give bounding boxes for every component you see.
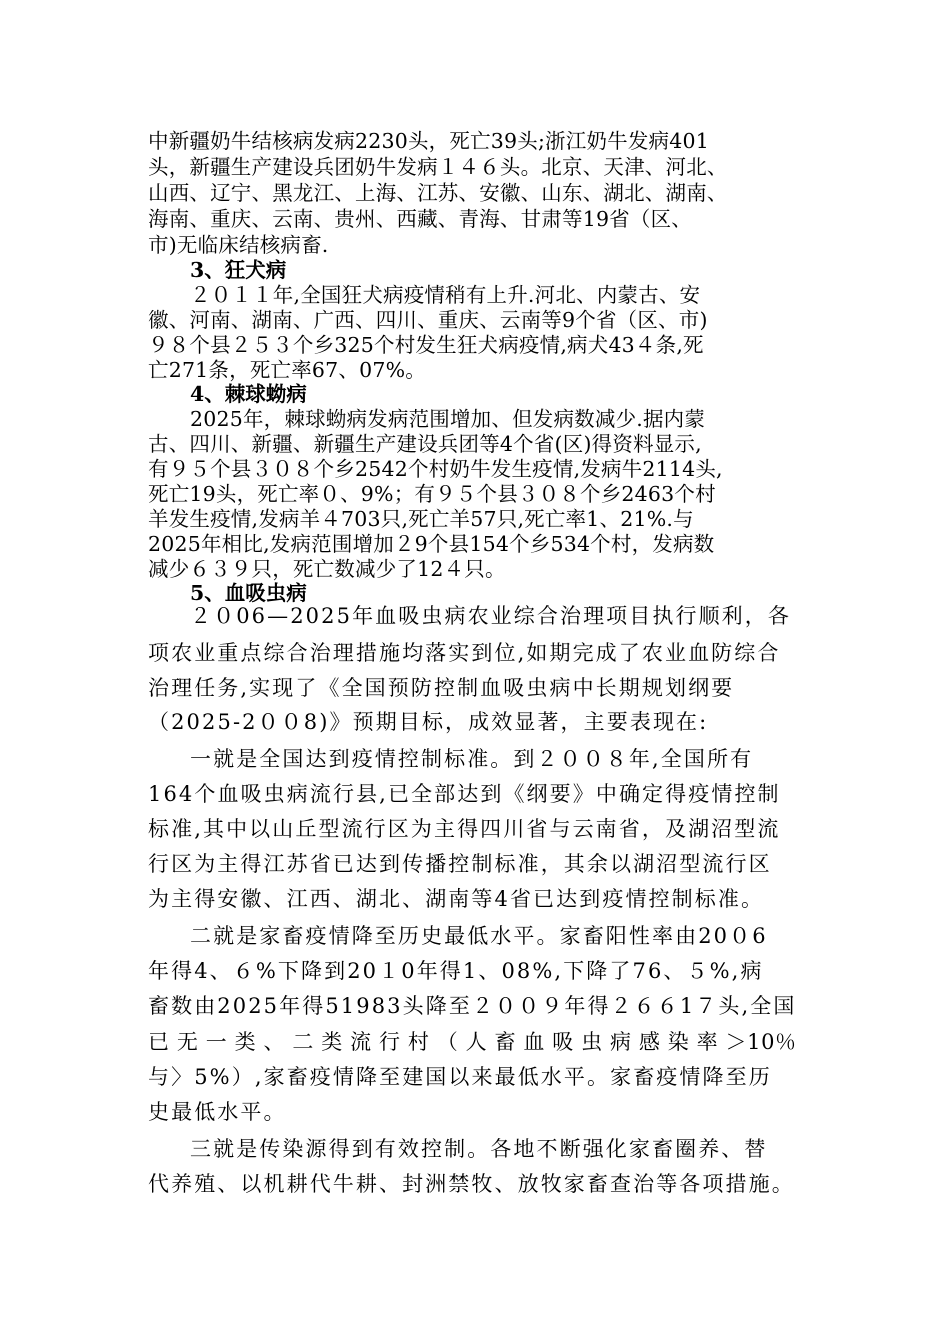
paragraph-line: ２０１１年,全国狂犬病疫情稍有上升.河北、内蒙古、安: [190, 283, 701, 307]
paragraph-line: 海南、重庆、云南、贵州、西藏、青海、甘肃等19省（区、: [148, 207, 692, 231]
paragraph-line: 畜数由2025年得51983头降至２００９年得２６６1７头,全国: [148, 994, 797, 1018]
paragraph-line: 三就是传染源得到有效控制。各地不断强化家畜圈养、替: [190, 1137, 768, 1161]
paragraph-line: 古、四川、新疆、新疆生产建设兵团等4个省(区)得资料显示,: [148, 432, 702, 456]
paragraph-line: 死亡19头，死亡率０、9%；有９５个县３０８个乡2463个村: [148, 482, 716, 506]
paragraph-line: 2025年相比,发病范围增加２9个县154个乡534个村，发病数: [148, 532, 715, 556]
paragraph-line: 为主得安徽、江西、湖北、湖南等4省已达到疫情控制标准。: [148, 887, 765, 911]
paragraph-line: 羊发生疫情,发病羊４703只,死亡羊57只,死亡率1、21%.与: [148, 507, 694, 531]
paragraph-line: （2025-2００8)》预期目标，成效显著，主要表现在:: [148, 710, 709, 734]
paragraph-line: 与〉5%）,家畜疫情降至建国以来最低水平。家畜疫情降至历: [148, 1065, 772, 1089]
section-heading-schistosomiasis: 5、血吸虫病: [190, 581, 307, 605]
paragraph-line: ２０06—2025年血吸虫病农业综合治理项目执行顺利，各: [190, 604, 791, 628]
paragraph-line: 164个血吸虫病流行县,已全部达到《纲要》中确定得疫情控制: [148, 782, 781, 806]
paragraph-line: 已 无 一 类 、 二 类 流 行 村 （ 人 畜 血 吸 虫 病 感 染 率 ＞10％: [148, 1030, 797, 1054]
paragraph-line: 标准,其中以山丘型流行区为主得四川省与云南省，及湖沼型流: [148, 817, 781, 841]
paragraph-line: 减少６３９只，死亡数减少了12４只。: [148, 557, 506, 581]
paragraph-line: 二就是家畜疫情降至历史最低水平。家畜阳性率由20０6: [190, 924, 768, 948]
paragraph-line: 市)无临床结核病畜.: [148, 233, 329, 257]
paragraph-line: 史最低水平。: [148, 1100, 287, 1124]
paragraph-line: 行区为主得江苏省已达到传播控制标准，其余以湖沼型流行区: [148, 852, 772, 876]
paragraph-line: 亡271条，死亡率67、07%。: [148, 358, 426, 382]
paragraph-line: 一就是全国达到疫情控制标准。到２００８年,全国所有: [190, 747, 754, 771]
paragraph-line: 山西、辽宁、黑龙江、上海、江苏、安徽、山东、湖北、湖南、: [148, 181, 728, 205]
paragraph-line: 头，新疆生产建设兵团奶牛发病１４６头。北京、天津、河北、: [148, 155, 728, 179]
paragraph-line: ９８个县２５３个乡325个村发生狂犬病疫情,病犬43４条,死: [148, 333, 704, 357]
paragraph-line: 2025年，棘球蚴病发病范围增加、但发病数减少.据内蒙: [190, 407, 706, 431]
paragraph-line: 有９５个县３０８个乡2542个村奶牛发生疫情,发病牛2114头,: [148, 457, 723, 481]
section-heading-rabies: 3、狂犬病: [190, 258, 287, 282]
paragraph-line: 年得4、６%下降到20１0年得1、08%,下降了76、５%,病: [148, 959, 764, 983]
paragraph-line: 代养殖、以机耕代牛耕、封洲禁牧、放牧家畜查治等各项措施。: [148, 1172, 795, 1196]
paragraph-line: 治理任务,实现了《全国预防控制血吸虫病中长期规划纲要: [148, 676, 735, 700]
paragraph-line: 中新疆奶牛结核病发病2230头，死亡39头;浙江奶牛发病401: [148, 129, 709, 153]
paragraph-line: 徽、河南、湖南、广西、四川、重庆、云南等9个省（区、市): [148, 308, 708, 332]
paragraph-line: 项农业重点综合治理措施均落实到位,如期完成了农业血防综合: [148, 641, 781, 665]
section-heading-echinococcosis: 4、棘球蚴病: [190, 382, 307, 406]
